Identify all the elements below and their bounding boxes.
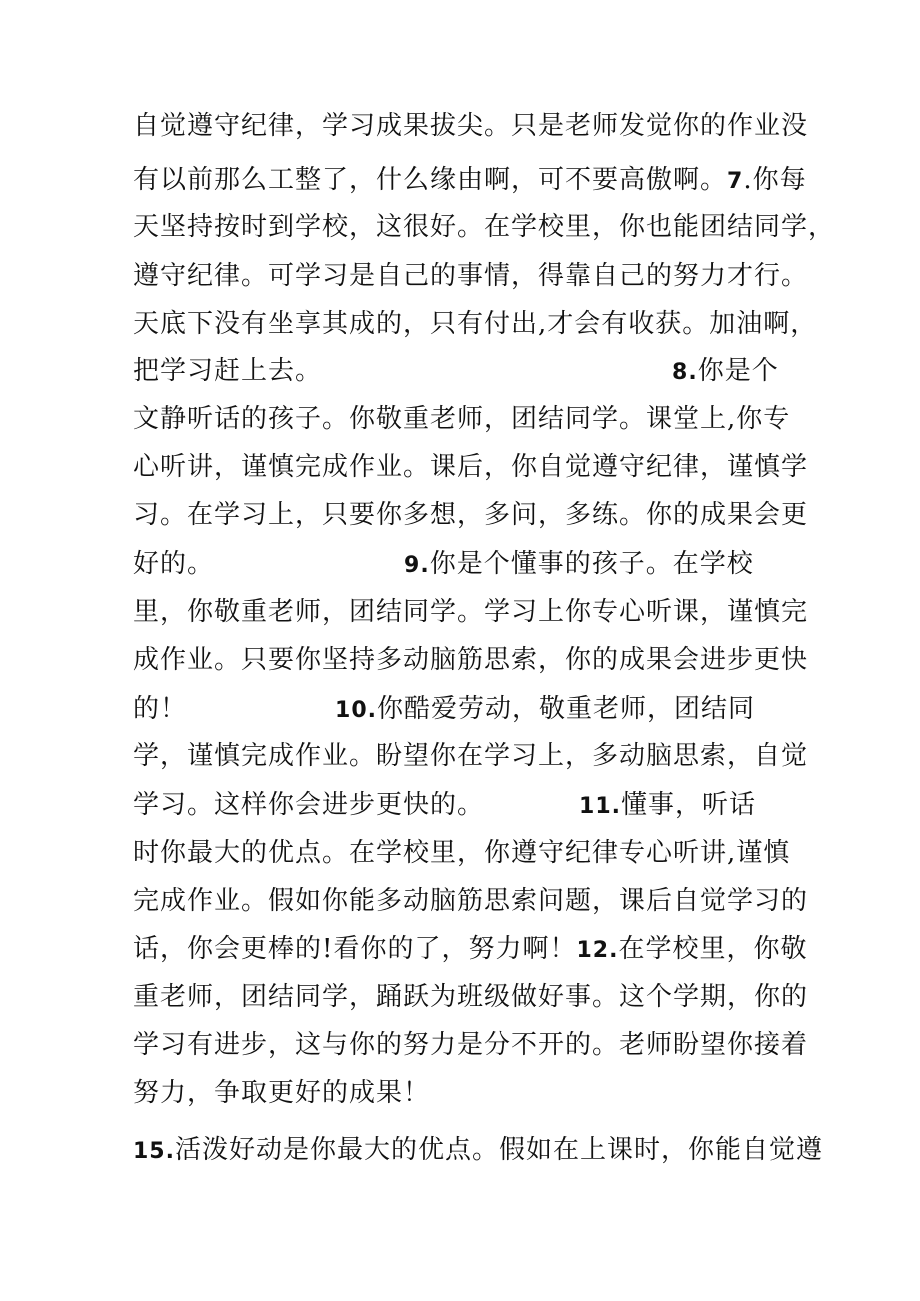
line-text: 学习有进步，这与你的努力是分不开的。老师盼望你接着: [133, 1030, 809, 1060]
text-line-8: [133, 447, 808, 487]
line-text: 遵守纪律。可学习是自己的事情，得靠自己的努力才行。: [133, 261, 809, 291]
line-text: 自觉遵守纪律，学习成果拔尖。只是老师发觉你的作业没: [133, 111, 809, 141]
item-number: 10.: [335, 698, 377, 723]
line-tail: 懂事，听话: [621, 790, 757, 820]
text-line-18: [133, 929, 807, 969]
line-text: 话，你会更棒的!看你的了，努力啊！: [133, 934, 577, 964]
line-text: 习。在学习上，只要你多想，多问，多练。你的成果会更: [133, 500, 809, 530]
text-line-21: [133, 1073, 430, 1113]
text-line-15: [133, 785, 756, 825]
line-text: 里，你敬重老师，团结同学。学习上你专心听课，谨慎完: [133, 597, 809, 627]
text-line-7: [133, 399, 790, 439]
text-line-19: [133, 977, 808, 1017]
line-text: 学习。这样你会进步更快的。: [133, 790, 485, 820]
line-text: 努力，争取更好的成果！: [133, 1078, 431, 1108]
item-number: 9.: [404, 553, 430, 578]
line-text: 有以前那么工整了，什么缘由啊，可不要高傲啊。: [133, 165, 728, 195]
line-text: 的！: [133, 694, 188, 724]
text-line-6: [133, 351, 779, 391]
line-tail: 你酷爱劳动，敬重老师，团结同: [377, 694, 756, 724]
line-text: 重老师，团结同学，踊跃为班级做好事。这个学期，你的: [133, 982, 809, 1012]
text-line-9: [133, 495, 808, 535]
line-text: 心听讲，谨慎完成作业。课后，你自觉遵守纪律，谨慎学: [133, 452, 809, 482]
text-line-3: [133, 207, 835, 247]
text-line-22: [133, 1130, 823, 1170]
text-line-20: [133, 1025, 808, 1065]
text-line-1: [133, 106, 808, 146]
text-line-13: [133, 689, 755, 729]
item-number: 15.: [133, 1139, 175, 1164]
text-line-11: [133, 592, 808, 632]
line-text: 把学习赶上去。: [133, 356, 323, 386]
text-line-5: [133, 304, 817, 344]
line-text: 时你最大的优点。在学校里，你遵守纪律专心听讲,谨慎: [133, 838, 791, 868]
text-line-12: [133, 640, 808, 680]
line-text: 学，谨慎完成作业。盼望你在学习上，多动脑思索，自觉: [133, 741, 809, 771]
line-text: 好的。: [133, 549, 215, 579]
text-line-4: [133, 256, 808, 296]
item-number: 7: [727, 169, 744, 194]
line-text: 天坚持按时到学校，这很好。在学校里，你也能团结同学，: [133, 212, 836, 242]
text-line-17: [133, 881, 808, 921]
line-tail: 在学校里，你敬: [618, 934, 808, 964]
line-text: 文静听话的孩子。你敬重老师，团结同学。课堂上,你专: [133, 404, 791, 434]
line-text: 成作业。只要你坚持多动脑筋思索，你的成果会进步更快: [133, 645, 809, 675]
text-line-10: [133, 544, 754, 584]
text-line-2: [133, 160, 807, 200]
text-line-14: [133, 736, 808, 776]
line-tail: 你是个: [697, 356, 779, 386]
line-text: 完成作业。假如你能多动脑筋思索问题，课后自觉学习的: [133, 886, 809, 916]
line-tail: .你每: [743, 165, 807, 195]
line-text: 天底下没有坐享其成的，只有付出,才会有收获。加油啊，: [133, 309, 818, 339]
item-number: 12.: [576, 938, 619, 963]
item-number: 11.: [579, 794, 621, 819]
line-tail: 活泼好动是你最大的优点。假如在上课时，你能自觉遵: [174, 1135, 823, 1165]
line-tail: 你是个懂事的孩子。在学校: [429, 549, 754, 579]
item-number: 8.: [672, 360, 698, 385]
text-line-16: [133, 833, 790, 873]
